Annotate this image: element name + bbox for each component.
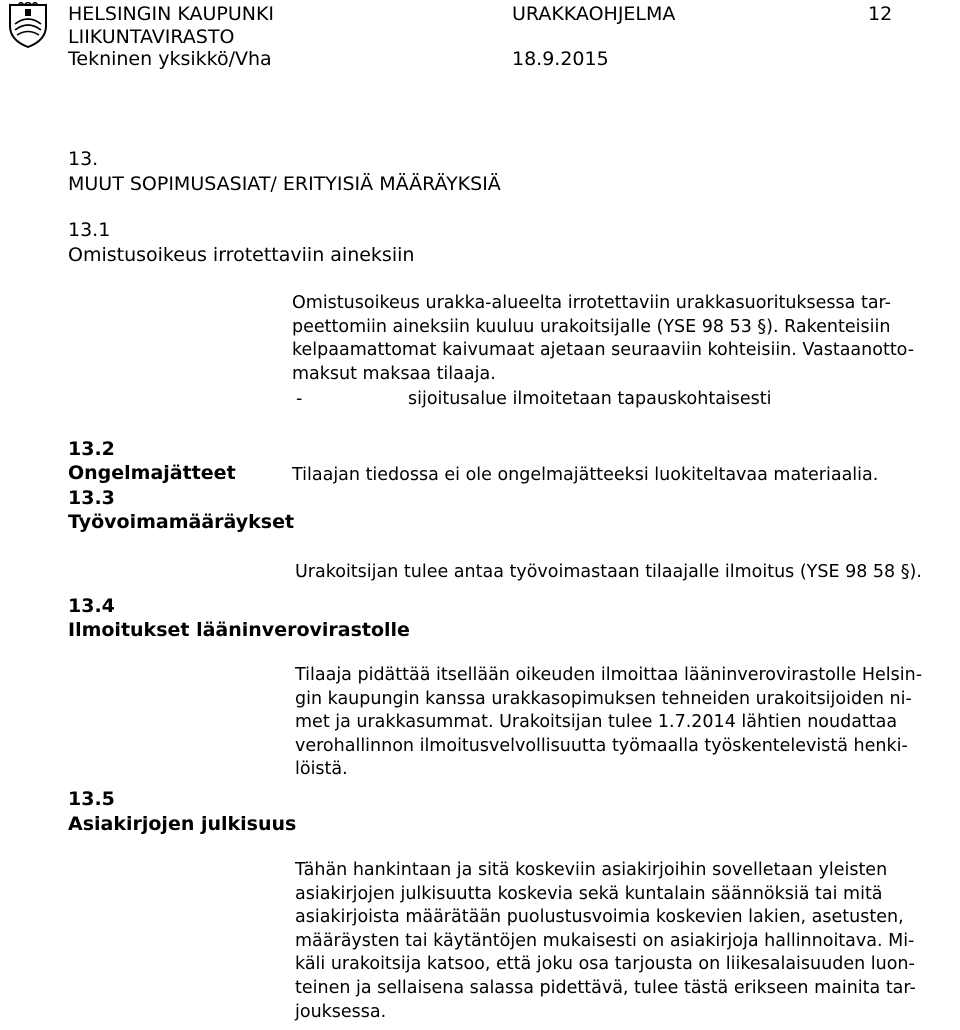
org-name: HELSINGIN KAUPUNKI (68, 3, 275, 25)
body-line: verohallinnon ilmoitusvelvollisuutta työmaalla työskentelevistä henki- (295, 735, 908, 756)
section-13-1-title: Omistusoikeus irrotettaviin aineksiin (68, 244, 415, 266)
section-13-5-title: Asiakirjojen julkisuus (68, 813, 297, 835)
section-13-1-body (292, 292, 914, 386)
body-line: käli urakoitsija katsoo, että joku osa tarjousta on liikesalaisuuden luon- (295, 954, 915, 975)
bullet-dash: - (296, 389, 303, 409)
section-13-2-number: 13.2 (68, 438, 115, 460)
body-line: Tähän hankintaan ja sitä koskeviin asiakirjoihin sovelletaan yleisten (295, 860, 888, 880)
page-number: 12 (868, 3, 893, 25)
section-13-4-title: Ilmoitukset lääninverovirastolle (68, 619, 410, 641)
section-13-5-number: 13.5 (68, 788, 115, 810)
section-13-4-number: 13.4 (68, 595, 115, 617)
body-line: Tilaaja pidättää itsellään oikeuden ilmoittaa lääninverovirastolle Helsin- (295, 665, 923, 685)
section-13-3-body: Urakoitsijan tulee antaa työvoimastaan tilaajalle ilmoitus (YSE 98 58 §). (295, 562, 922, 582)
bullet-text: sijoitusalue ilmoitetaan tapauskohtaisesti (408, 389, 772, 409)
body-line: kelpaamattomat kaivumaat ajetaan seuraaviin kohteisiin. Vastaanotto- (292, 340, 915, 361)
section-13-5-body (295, 859, 916, 1024)
body-line: asiakirjoista määrätään puolustusvoimia koskevien lakien, asetusten, (295, 907, 904, 928)
section-13-1-number: 13.1 (68, 219, 111, 241)
body-line: gin kaupungin kanssa urakkasopimuksen tehneiden urakoitsijoiden ni- (295, 688, 912, 709)
unit-name: Tekninen yksikkö/Vha (68, 48, 272, 70)
section-13-2-title: Ongelmajätteet (68, 462, 236, 484)
section-13-2-body: Tilaajan tiedossa ei ole ongelmajätteeksi luokiteltavaa materiaalia. (292, 465, 879, 485)
section-13-4-body (295, 664, 922, 782)
document-title: URAKKAOHJELMA (512, 3, 676, 25)
section-13-3-number: 13.3 (68, 487, 115, 509)
document-date: 18.9.2015 (512, 48, 609, 70)
body-line: määräysten tai käytäntöjen mukaisesti on asiakirjoja hallinnoitava. Mi- (295, 930, 915, 951)
body-line: Omistusoikeus urakka-alueelta irrotettaviin urakkasuorituksessa tar- (292, 293, 891, 313)
section-13-number: 13. (68, 148, 99, 170)
body-line: maksut maksaa tilaaja. (292, 363, 496, 384)
body-line: teinen ja sellaisena salassa pidettävä, tulee tästä erikseen mainita tar- (295, 977, 916, 998)
body-line: jouksessa. (295, 1001, 387, 1022)
helsinki-crest-icon (6, 2, 50, 48)
section-13-title: MUUT SOPIMUSASIAT/ ERITYISIÄ MÄÄRÄYKSIÄ (68, 173, 501, 195)
section-13-3-title: Työvoimamääräykset (68, 511, 295, 533)
department-name: LIIKUNTAVIRASTO (68, 26, 235, 48)
body-line: löistä. (295, 759, 348, 780)
body-line: met ja urakkasummat. Urakoitsijan tulee 1.7.2014 lähtien noudattaa (295, 712, 898, 733)
body-line: peettomiin aineksiin kuuluu urakoitsijalle (YSE 98 53 §). Rakenteisiin (292, 316, 891, 337)
body-line: asiakirjojen julkisuutta koskevia sekä kuntalain säännöksiä tai mitä (295, 883, 883, 904)
